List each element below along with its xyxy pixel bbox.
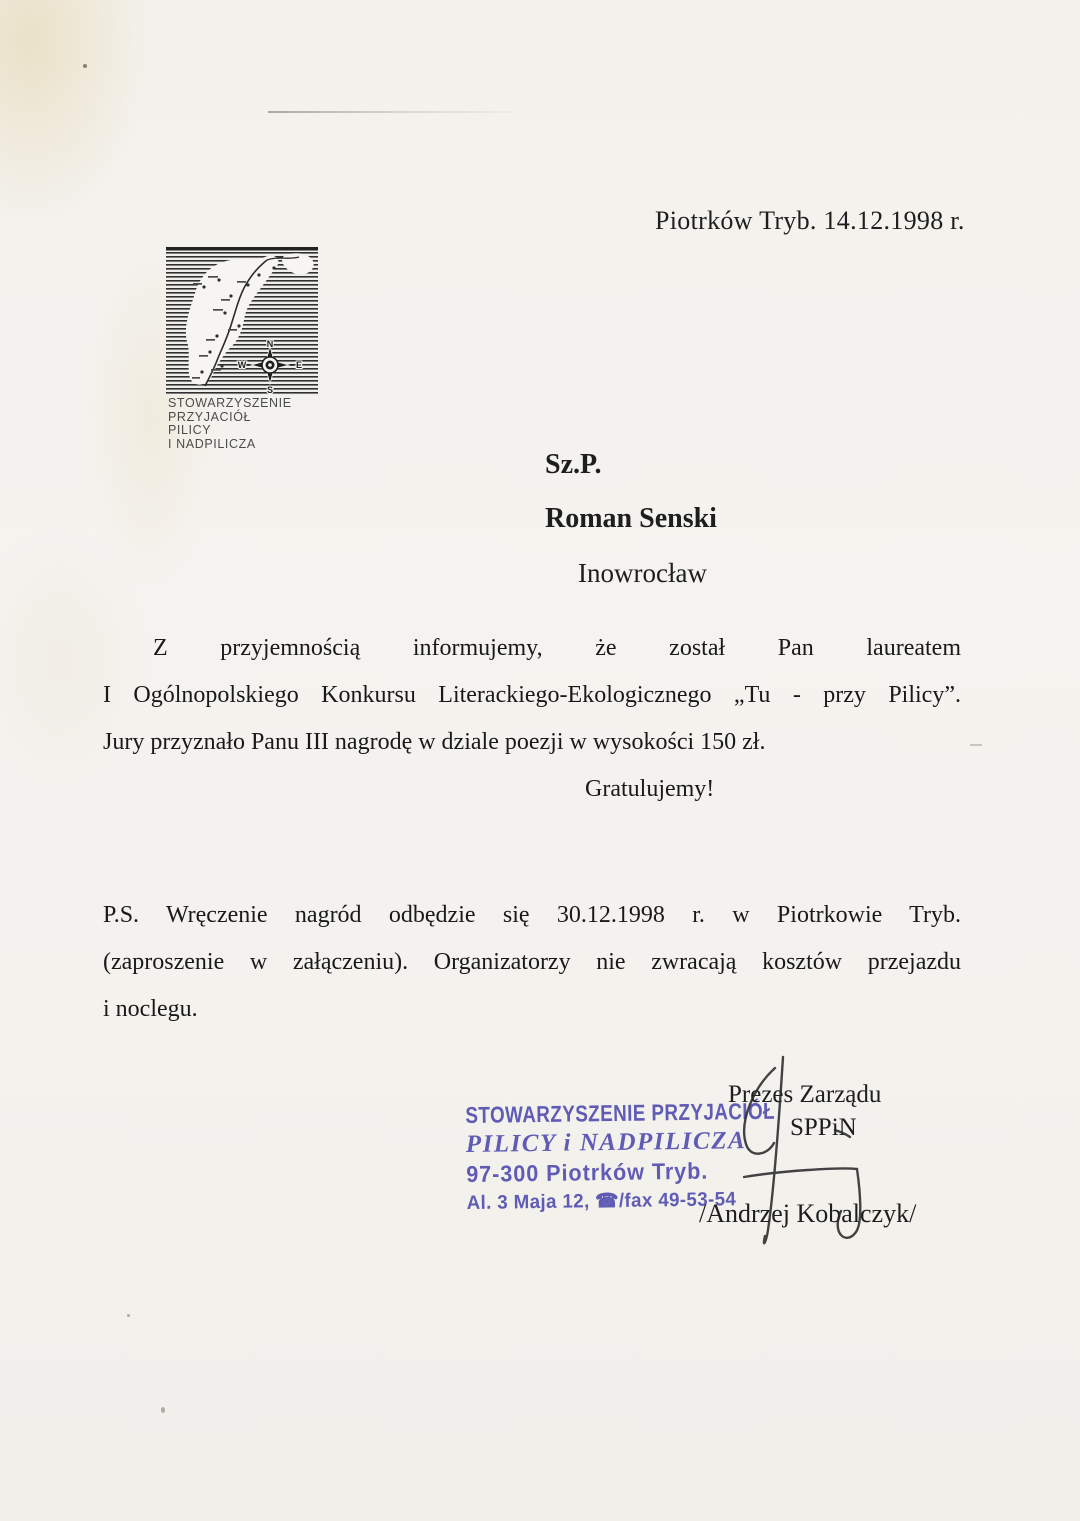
stamp-name-line: PILICY i NADPILICZA [465, 1127, 747, 1159]
logo-top-border [166, 247, 318, 251]
association-logo-map [166, 247, 318, 395]
stamp-phone-line: Al. 3 Maja 12, ☎/fax 49-53-54 [466, 1188, 737, 1215]
ps-line: (zaproszenie w załączeniu). Organizatorzy nie zwracają kosztów przejazdu [103, 949, 961, 975]
body-paragraph [103, 625, 961, 813]
paper-speck [83, 64, 87, 68]
logo-caption-line: PRZYJACIÓŁ [168, 409, 252, 424]
signer-title: Prezes Zarządu [728, 1081, 882, 1108]
body-line: Z przyjemnością informujemy, że został Pan laureatem [153, 635, 961, 661]
ps-line: i noclegu. [103, 996, 198, 1022]
recipient-city: Inowrocław [578, 558, 707, 588]
stamp-org-line: STOWARZYSZENIE PRZYJACIÓŁ [465, 1097, 776, 1129]
recipient-block [545, 438, 717, 600]
body-line: I Ogólnopolskiego Konkursu Literackiego-Ekologicznego „Tu - przy Pilicy”. [103, 682, 961, 708]
signer-org-abbr: SPPiN [790, 1114, 857, 1141]
date-line: Piotrków Tryb. 14.12.1998 r. [655, 206, 965, 235]
logo-caption-line: STOWARZYSZENIE [168, 396, 292, 410]
paper-speck [127, 1314, 130, 1317]
scan-artifact-line [268, 111, 513, 113]
recipient-name: Roman Senski [545, 503, 717, 534]
recipient-salutation: Sz.P. [545, 449, 602, 480]
compass-s-label: S [266, 385, 274, 395]
compass-w-label: W [237, 360, 247, 370]
compass-n-label: N [266, 339, 274, 349]
logo-caption [168, 397, 292, 451]
stamp-address-line: 97-300 Piotrków Tryb. [466, 1157, 709, 1188]
body-line: Jury przyznało Panu III nagrodę w dziale poezji w wysokości 150 zł. [103, 729, 766, 755]
ps-line: P.S. Wręczenie nagród odbędzie się 30.12.1998 r. w Piotrkowie Tryb. [103, 902, 961, 928]
paper-speck [970, 744, 982, 746]
paper-speck [161, 1407, 165, 1413]
logo-caption-line: PILICY [168, 423, 212, 437]
congrats-line: Gratulujemy! [585, 776, 715, 802]
logo-caption-line: I NADPILICZA [168, 436, 256, 451]
ps-paragraph [103, 892, 961, 1033]
compass-e-label: E [295, 360, 303, 370]
handwritten-signature [715, 1040, 895, 1265]
signer-name: /Andrzej Kobalczyk/ [699, 1199, 917, 1228]
organization-stamp [465, 1097, 776, 1215]
